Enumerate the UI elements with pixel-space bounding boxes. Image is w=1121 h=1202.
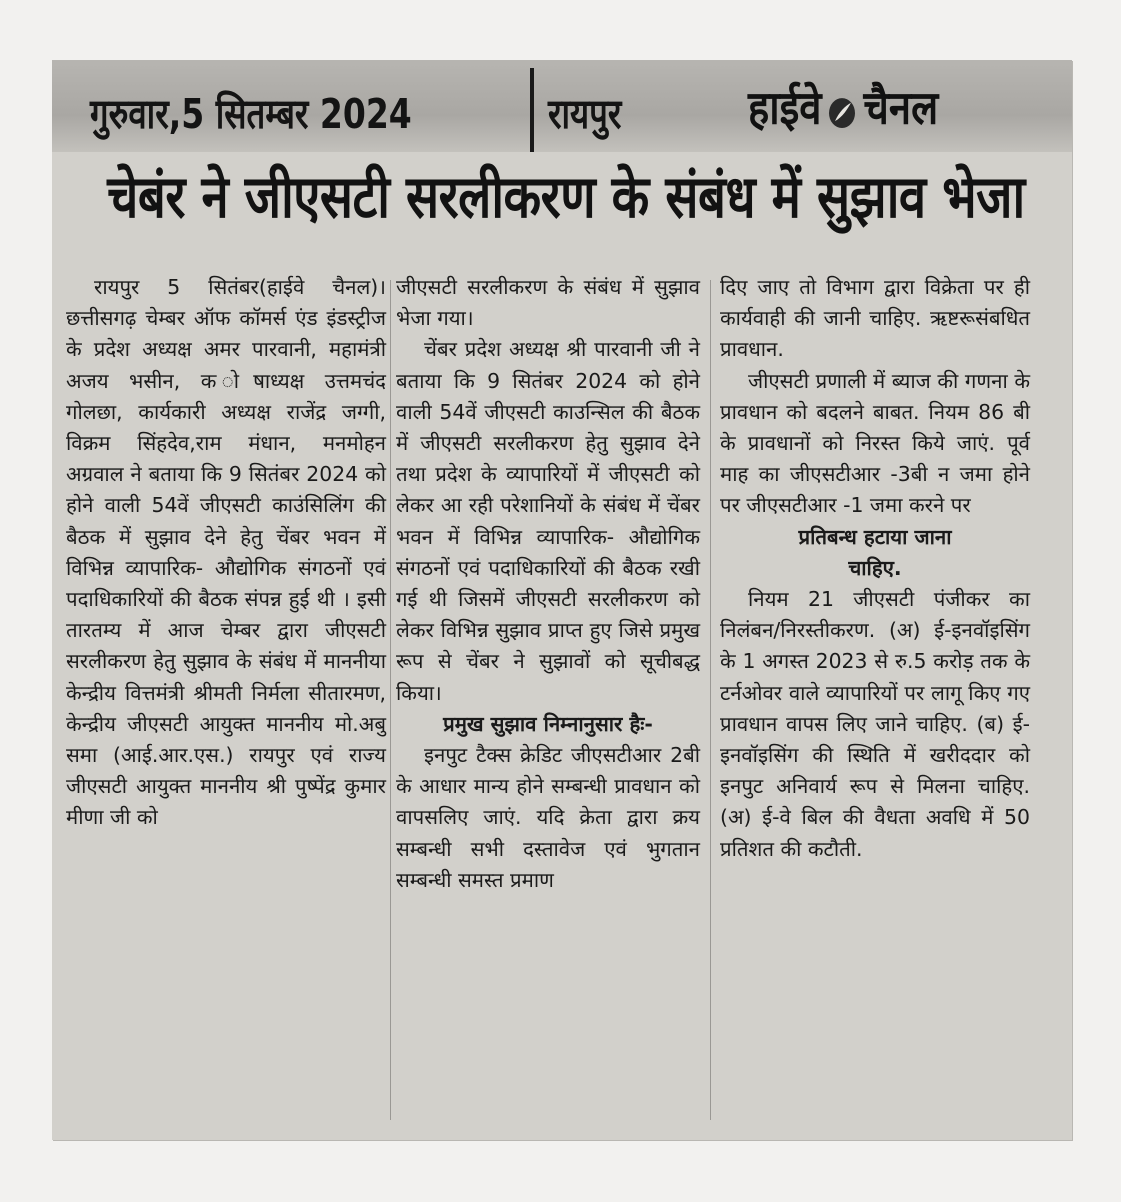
feather-icon xyxy=(827,88,857,123)
article-headline: चेबंर ने जीएसटी सरलीकरण के संबंध में सुझाव भेजा xyxy=(107,163,1025,232)
column-2-body: चेंबर प्रदेश अध्यक्ष श्री पारवानी जी ने बताया कि 9 सितंबर 2024 को होने वाली 54वें जीएसटी काउन्सिल की बैठक में जीएसटी सरलीकरण हेतु सुझाव देने तथा प्रदेश के व्यापारियों में जीएसटी को लेकर आ रही परेशानियों के संबंध में चेंबर भवन में विभिन्न व्यापारिक- औद्योगिक संगठनों एवं पदाधिकारियों की बैठक रखी गई थी जिसमें जीएसटी सरलीकरण को लेकर विभिन्न सुझाव प्राप्त हुए जिसे प्रमुख रूप से चेंबर ने सुझावों को सूचीबद्ध किया। xyxy=(396,337,700,705)
newspaper-clipping xyxy=(52,60,1072,1140)
column-divider xyxy=(390,280,391,1120)
edition-city: रायपुर xyxy=(548,89,622,138)
column-divider xyxy=(710,280,711,1120)
column-3-continuation: दिए जाए तो विभाग द्वारा विक्रेता पर ही कार्यवाही की जानी चाहिए. ऋष्टरूसंबधित प्रावधान. xyxy=(720,275,1030,362)
column-2-intro: जीएसटी सरलीकरण के संबंध में सुझाव भेजा गया। xyxy=(396,275,700,331)
issue-date: गुरुवार,5 सितम्बर 2024 xyxy=(90,89,412,138)
article-column-2 xyxy=(396,272,700,896)
restriction-heading: प्रतिबन्ध हटाया जाना xyxy=(798,524,952,549)
article-column-1 xyxy=(66,272,386,834)
masthead-divider xyxy=(530,68,534,152)
column-1-text: रायपुर 5 सितंबर(हाईवे चैनल)। छत्तीसगढ़ चेम्बर ऑफ कॉमर्स एंड इंडस्ट्रीज के प्रदेश अध्यक्ष अमर पारवानी, महामंत्री अजय भसीन, क ोषाध्यक्ष उत्तमचंद गोलछा, कार्यकारी अध्यक्ष राजेंद्र जग्गी, विक्रम सिंहदेव,राम मंधान, मनमोहन अग्रवाल ने बताया कि 9 सितंबर 2024 को होने वाली 54वें जीएसटी काउंसिलिंग की बैठक में सुझाव देने हेतु चेंबर भवन में विभिन्न व्यापारिक- औद्योगिक संगठनों एवं पदाधिकारियों की बैठक संपन्न हुई थी । इसी तारतम्य में आज चेम्बर द्वारा जीएसटी सरलीकरण हेतु सुझाव के संबंध में माननीया केन्द्रीय वित्तमंत्री श्रीमती निर्मला सीतारमण, केन्द्रीय जीएसटी आयुक्त माननीय मो.अबु समा (आई.आर.एस.) रायपुर एवं राज्य जीएसटी आयुक्त माननीय श्री पुष्पेंद्र कुमार मीणा जी को xyxy=(66,275,386,830)
masthead-band xyxy=(52,60,1072,152)
column-3-rule-21: नियम 21 जीएसटी पंजीकर का निलंबन/निरस्तीकरण. (अ) ई-इनवॉइसिंग के 1 अगस्त 2023 से रु.5 करोड़ तक के टर्नओवर वाले व्यापारियों पर लागू किए गए प्रावधान वापस लिए जाने चाहिए. (ब) ई-इनवॉइसिंग की स्थिति में खरीददार को इनपुट अनिवार्य रूप से मिलना चाहिए. (अ) ई-वे बिल की वैधता अवधि में 50 प्रतिशत की कटौती. xyxy=(720,587,1030,861)
column-2-suggestion: इनपुट टैक्स क्रेडिट जीएसटीआर 2बी के आधार मान्य होने सम्बन्धी प्रावधान को वापसलिए जाएं. यदि क्रेता द्वारा क्रय सम्बन्धी सभी दस्तावेज एवं भुगतान सम्बन्धी समस्त प्रमाण xyxy=(396,743,700,892)
brand-left: हाईवे xyxy=(748,82,822,135)
restriction-heading-end: चाहिए. xyxy=(848,555,902,580)
article-column-3 xyxy=(720,272,1030,865)
brand-right: चैनल xyxy=(863,82,939,135)
newspaper-brand xyxy=(748,74,938,137)
suggestions-heading: प्रमुख सुझाव निम्नानुसार हैः- xyxy=(443,711,653,736)
column-3-interest-rule: जीएसटी प्रणाली में ब्याज की गणना के प्रावधान को बदलने बाबत. नियम 86 बी के प्रावधानों को निरस्त किये जाएं. पूर्व माह का जीएसटीआर -3बी न जमा होने पर जीएसटीआर -1 जमा करने पर xyxy=(720,368,1030,518)
